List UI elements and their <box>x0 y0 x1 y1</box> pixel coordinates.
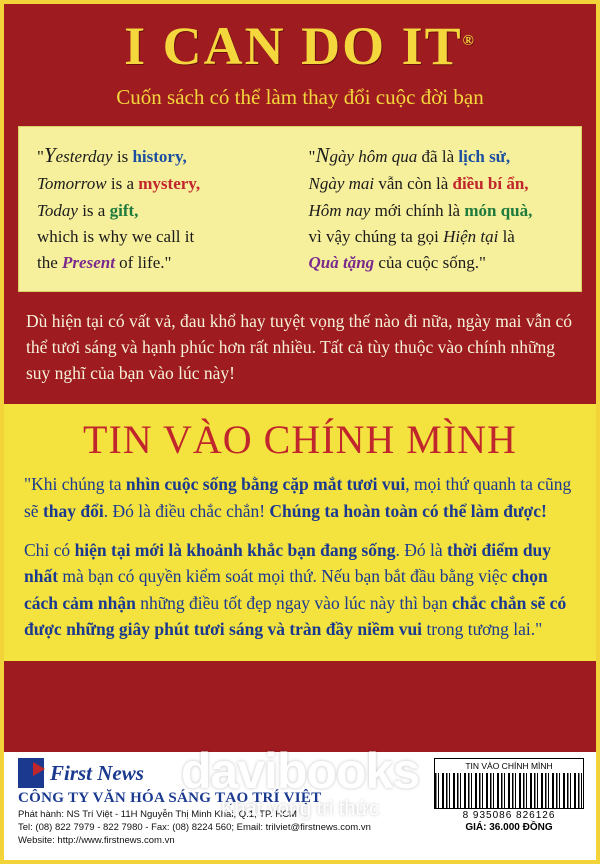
quote-segment: món quà, <box>464 200 533 220</box>
quote-segment: Today <box>37 200 78 220</box>
watermark-tagline: Khát vọng tri thức <box>221 798 379 820</box>
text-run: thời điểm duy nhất <box>24 539 552 587</box>
quote-segment: Present <box>62 253 115 273</box>
quote-segment: " <box>37 146 44 166</box>
section-title: TIN VÀO CHÍNH MÌNH <box>83 417 517 463</box>
text-run: thay đổi <box>42 500 104 521</box>
quote-segment: Hôm nay <box>308 200 371 220</box>
quote-box <box>18 126 582 292</box>
brand-title-text: I CAN DO IT <box>124 16 463 76</box>
quote-segment: is a <box>77 200 110 220</box>
text-run: "Khi chúng ta <box>24 474 126 495</box>
text-run: những điều tốt đẹp ngay vào lúc này thì bạn <box>135 592 452 613</box>
quote-line <box>309 171 564 197</box>
quote-line <box>309 250 564 276</box>
highlight-section <box>4 404 596 661</box>
quote-column-english <box>29 139 301 277</box>
quote-segment: vẫn còn là <box>374 174 453 194</box>
highlight-paragraph-2 <box>24 537 576 643</box>
text-run: trong tương lai." <box>422 619 543 640</box>
quote-line <box>309 139 564 172</box>
text-run: nhìn cuộc sống bằng cặp mắt tươi vui <box>125 474 406 495</box>
quote-segment: esterday <box>55 146 113 166</box>
quote-line <box>309 224 564 250</box>
address-line-2: Tel: (08) 822 7979 - 822 7980 - Fax: (08) 8224 560; Email: trilviet@firstnews.com.vn <box>18 821 371 833</box>
quote-segment: N <box>315 142 330 167</box>
quote-segment: Y <box>43 142 56 167</box>
quote-segment: of life." <box>114 253 172 273</box>
quote-segment: gày hôm qua <box>329 146 418 166</box>
quote-segment: is <box>112 146 133 166</box>
quote-segment: là <box>498 226 515 246</box>
quote-segment: Hiện tại <box>443 226 499 246</box>
text-run: chọn cách cảm nhận <box>24 566 548 613</box>
barcode-number: 8 935086 826126 <box>462 810 556 821</box>
price-label: GIÁ: 36.000 ĐỒNG <box>465 822 553 833</box>
subtitle: Cuốn sách có thể làm thay đổi cuộc đời bạn <box>116 84 484 109</box>
text-run: chắc chắn sẽ có được những giây phút tươi sáng và tràn đầy niềm vui <box>24 592 567 640</box>
quote-segment: the <box>37 253 63 273</box>
address-line-3: Website: http://www.firstnews.com.vn <box>18 834 175 846</box>
quote-segment: gift, <box>109 200 139 220</box>
quote-line <box>37 224 292 250</box>
quote-column-vietnamese <box>301 139 572 277</box>
quote-segment: Ngày mai <box>308 174 375 194</box>
quote-segment: " <box>308 146 316 166</box>
quote-segment: đã là <box>417 146 459 166</box>
registered-mark-icon: ® <box>462 33 476 49</box>
intro-paragraph: Dù hiện tại có vất vả, đau khổ hay tuyệt vọng thế nào đi nữa, ngày mai vẫn có thể tươi sáng và hạnh phúc hơn rất nhiều. Tất cả tùy thuộc vào chính những suy nghĩ của bạn vào lúc này! <box>26 310 573 384</box>
quote-segment: điều bí ẩn, <box>452 174 529 194</box>
text-run: hiện tại mới là khoảnh khắc bạn đang sống <box>74 539 396 560</box>
barcode-title: TIN VÀO CHÍNH MÌNH <box>434 758 584 773</box>
text-run: Chúng ta hoàn toàn có thể làm được! <box>269 500 547 521</box>
publisher-footer <box>4 752 596 860</box>
quote-segment: history, <box>132 146 187 166</box>
text-run: Chỉ có <box>24 539 75 560</box>
quote-segment: which is why we call it <box>37 226 195 246</box>
publisher-logo-text: First News <box>50 760 144 785</box>
quote-line <box>37 250 292 276</box>
quote-segment: mystery, <box>138 174 201 194</box>
quote-segment: Tomorrow <box>37 174 107 194</box>
barcode-icon <box>434 773 584 809</box>
header-section <box>4 4 596 110</box>
page-title <box>26 18 574 75</box>
quote-segment: Quà tặng <box>308 253 375 273</box>
watermark-brand: davibooks <box>180 743 420 799</box>
text-run: , mọi thứ quanh ta cũng sẽ <box>24 474 572 521</box>
quote-segment: is a <box>106 174 139 194</box>
quote-segment: mới chính là <box>370 200 465 220</box>
text-run: . Đó là <box>395 539 448 560</box>
text-run: mà bạn có quyền kiểm soát mọi thứ. Nếu bạn bắt đầu bằng việc <box>58 566 512 587</box>
quote-segment: của cuộc sống." <box>374 253 486 273</box>
quote-line <box>37 171 292 197</box>
quote-segment: lịch sử, <box>458 146 511 166</box>
quote-line <box>309 198 564 224</box>
text-run: . Đó là điều chắc chắn! <box>103 500 270 521</box>
barcode-block <box>434 758 584 833</box>
quote-line <box>37 198 292 224</box>
address-line-1: Phát hành: NS Trí Việt - 11H Nguyễn Thị Minh Khai, Q.1, TP. HCM <box>18 809 297 820</box>
highlight-paragraph-1 <box>24 471 576 524</box>
flag-icon <box>18 758 44 788</box>
company-name: CÔNG TY VĂN HÓA SÁNG TẠO TRÍ VIỆT <box>18 790 322 806</box>
quote-segment: vì vậy chúng ta gọi <box>308 226 444 246</box>
publisher-logo <box>18 758 144 788</box>
quote-line <box>37 139 292 172</box>
